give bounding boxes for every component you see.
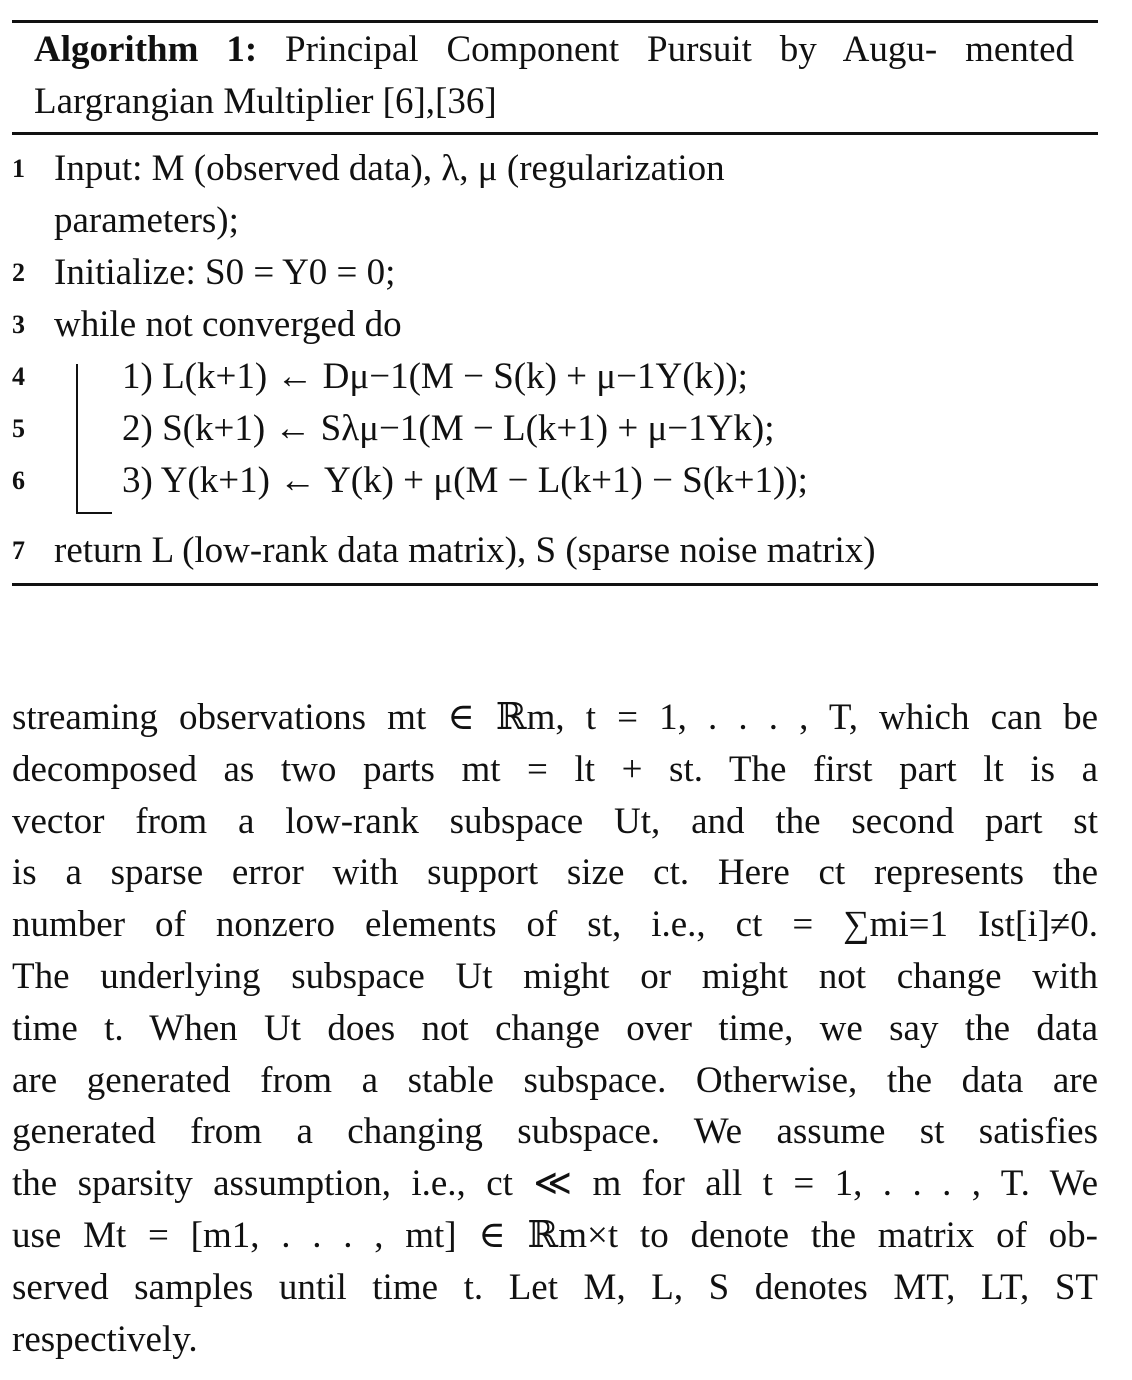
algorithm-title: Principal Component Pursuit by Augu- mented Largrangian Multiplier [6],[36] bbox=[34, 29, 1074, 122]
line-text: return L (low-rank data matrix), S (sparse noise matrix) bbox=[54, 530, 876, 571]
line-number: 6 bbox=[12, 466, 25, 495]
loop-bracket bbox=[76, 364, 78, 514]
paragraph-line: generated from a changing subspace. We assume st satisfies bbox=[12, 1111, 1098, 1153]
paragraph-line: respectively. bbox=[12, 1318, 198, 1360]
line-text: Initialize: S0 = Y0 = 0; bbox=[54, 252, 396, 293]
caption-rule bbox=[12, 132, 1098, 135]
line-text: 2) S(k+1) ← Sλμ−1(M − L(k+1) + μ−1Yk); bbox=[122, 408, 775, 449]
paragraph-line: decomposed as two parts mt = lt + st. The first part lt is a bbox=[12, 748, 1098, 790]
algorithm-label: Algorithm 1: bbox=[34, 29, 258, 70]
paragraph-line: served samples until time t. Let M, L, S denotes MT, LT, ST bbox=[12, 1266, 1098, 1308]
line-text: parameters); bbox=[54, 200, 239, 241]
paragraph-line: time t. When Ut does not change over time, we say the data bbox=[12, 1007, 1098, 1049]
paragraph-line: the sparsity assumption, i.e., ct ≪ m for all t = 1, . . . , T. We bbox=[12, 1163, 1098, 1205]
paragraph-line: vector from a low-rank subspace Ut, and the second part st bbox=[12, 800, 1098, 842]
paragraph-line: is a sparse error with support size ct. Here ct represents the bbox=[12, 852, 1098, 894]
line-text: while not converged do bbox=[54, 304, 402, 345]
bottom-rule bbox=[12, 583, 1098, 586]
top-rule bbox=[12, 20, 1098, 23]
line-number: 2 bbox=[12, 258, 25, 287]
body-paragraph bbox=[12, 692, 1098, 1365]
line-text: Input: M (observed data), λ, μ (regularization bbox=[54, 148, 725, 189]
line-number: 1 bbox=[12, 154, 25, 183]
line-number: 4 bbox=[12, 362, 25, 391]
paragraph-line: use Mt = [m1, . . . , mt] ∈ ℝm×t to denote the matrix of ob- bbox=[12, 1214, 1098, 1256]
line-number: 3 bbox=[12, 310, 25, 339]
line-number: 5 bbox=[12, 414, 25, 443]
paragraph-line: number of nonzero elements of st, i.e., ct = ∑mi=1 Ist[i]≠0. bbox=[12, 904, 1098, 946]
paragraph-line: The underlying subspace Ut might or might not change with bbox=[12, 955, 1098, 997]
algorithm-caption bbox=[34, 24, 1074, 128]
line-number: 7 bbox=[12, 536, 25, 565]
paragraph-line: streaming observations mt ∈ ℝm, t = 1, . . . , T, which can be bbox=[12, 697, 1098, 738]
loop-bracket-foot bbox=[76, 512, 112, 514]
paragraph-line: are generated from a stable subspace. Otherwise, the data are bbox=[12, 1059, 1098, 1101]
line-text: 1) L(k+1) ← Dμ−1(M − S(k) + μ−1Y(k)); bbox=[122, 356, 748, 397]
line-text: 3) Y(k+1) ← Y(k) + μ(M − L(k+1) − S(k+1)); bbox=[122, 460, 808, 501]
